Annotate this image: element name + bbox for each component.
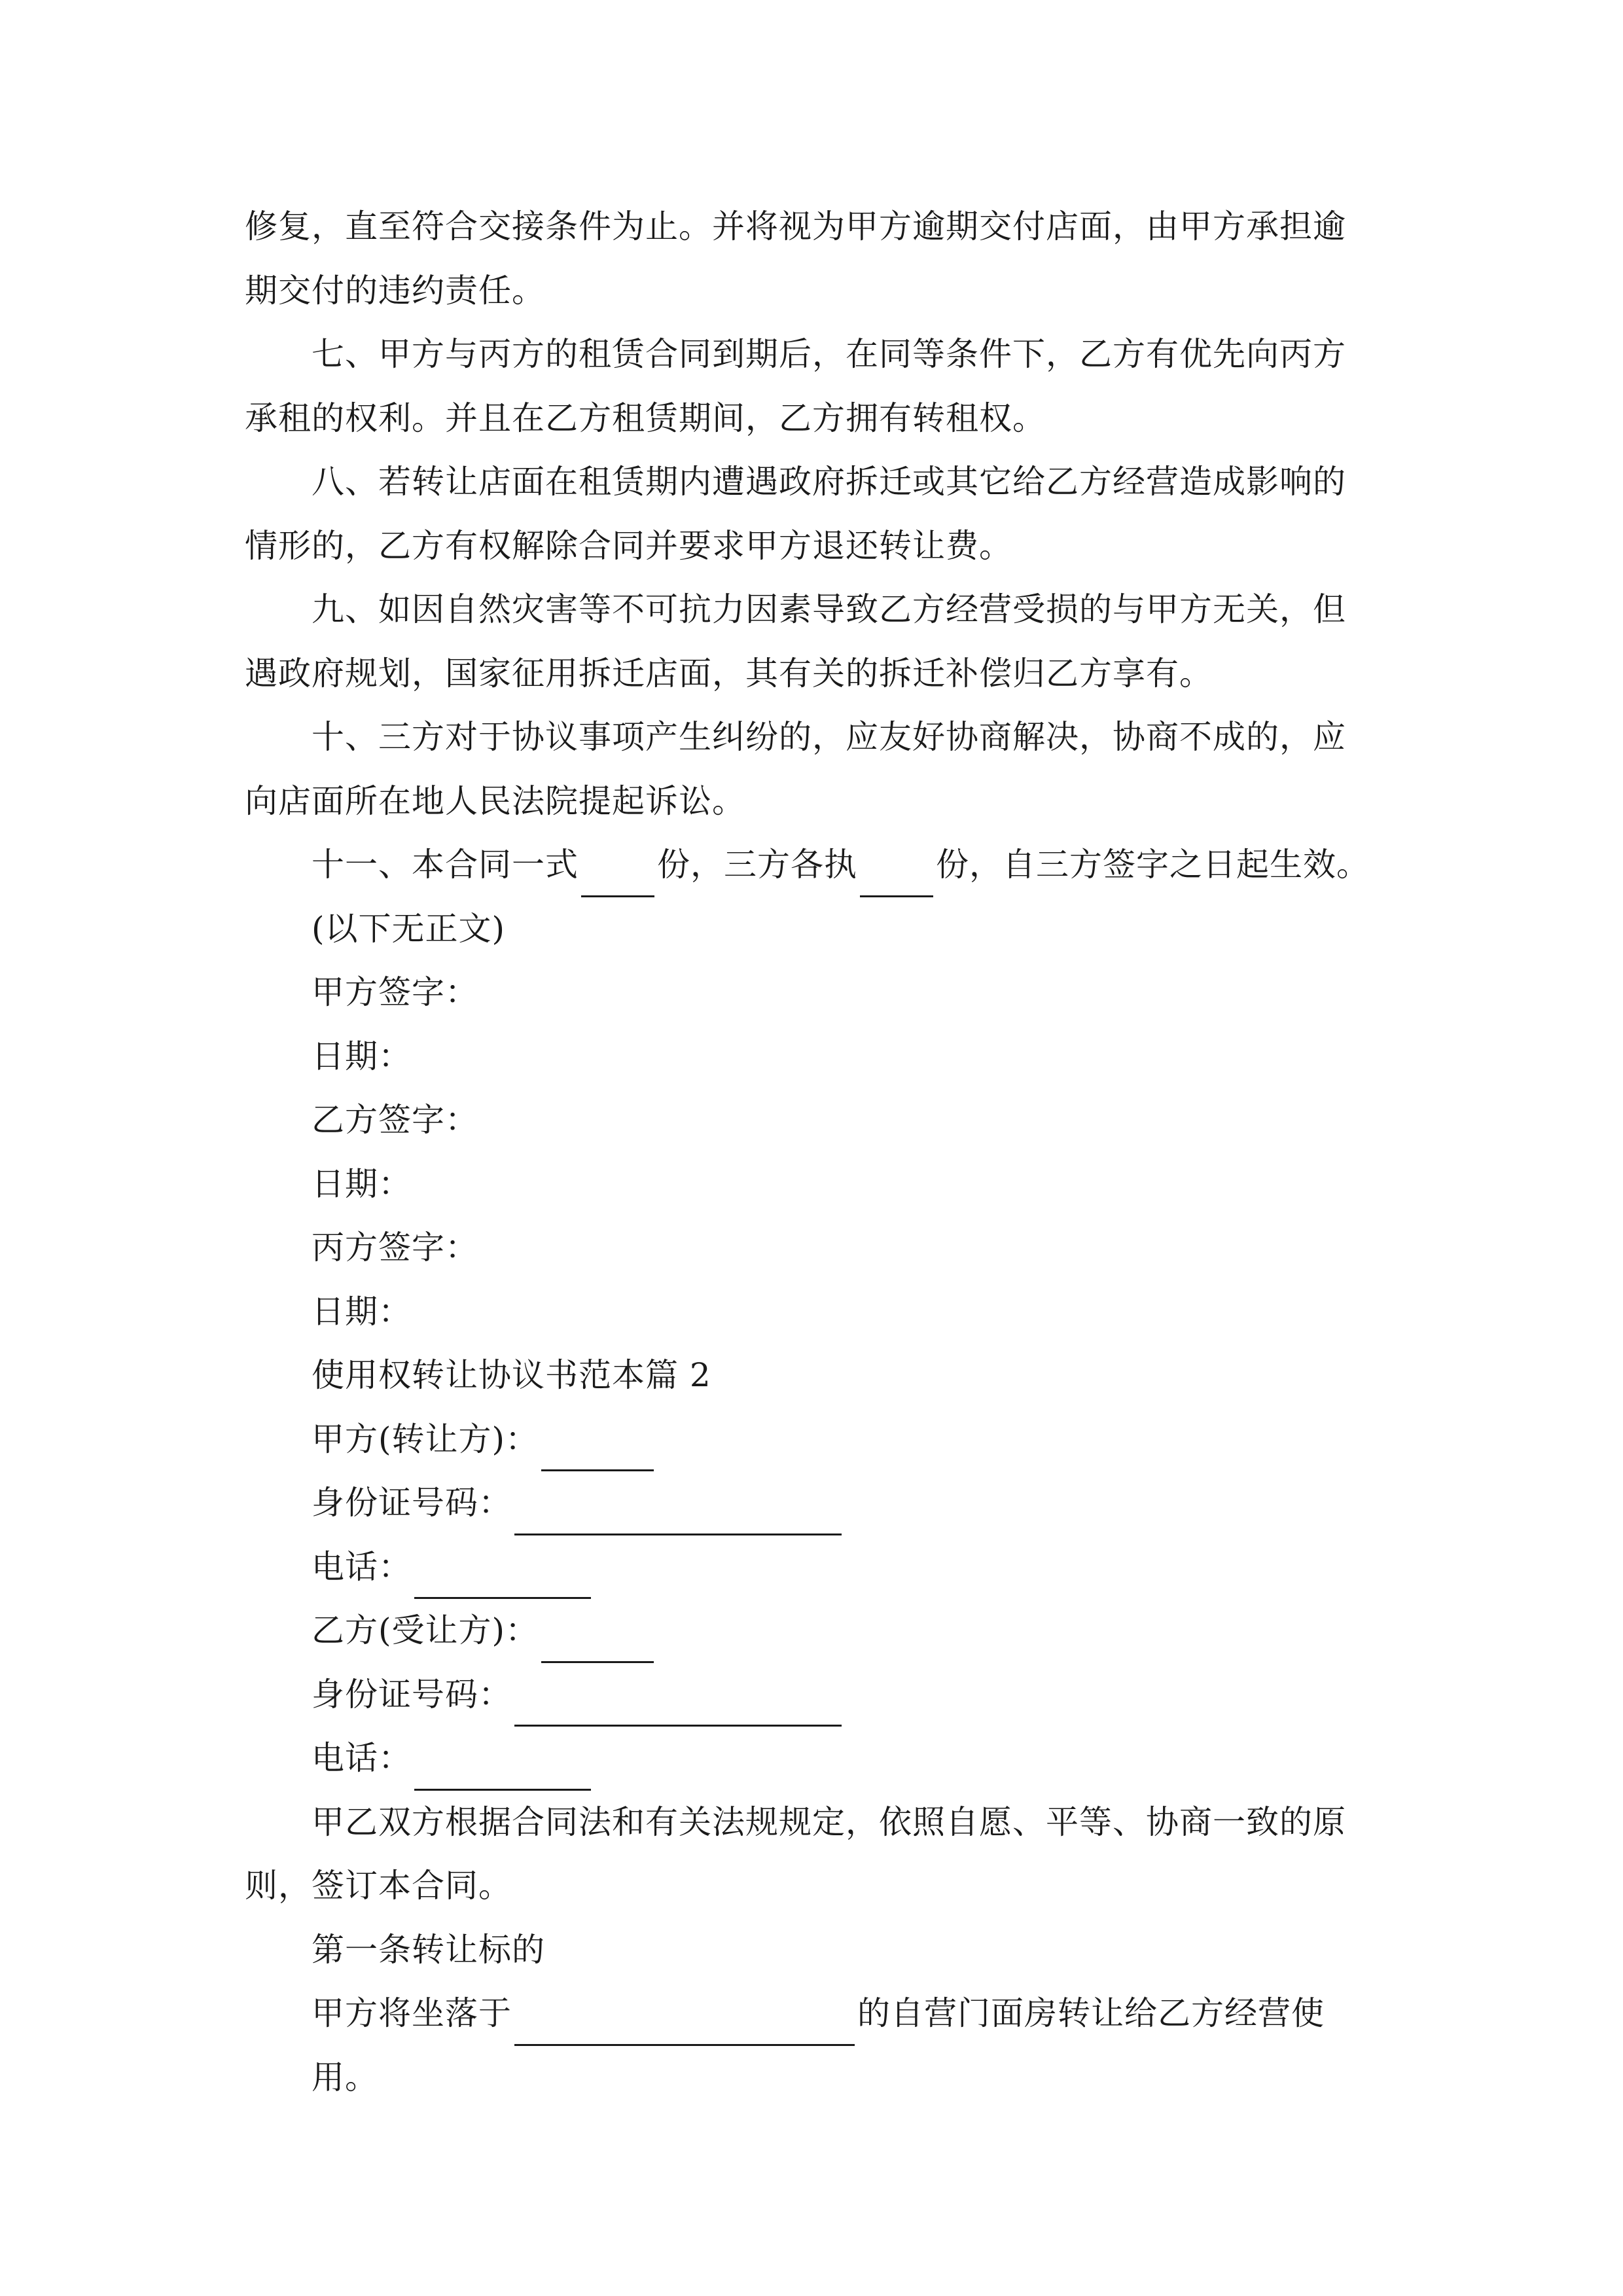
signature-party-a: 甲方签字： (312, 973, 478, 1011)
signature-party-c: 丙方签字： (312, 1229, 478, 1266)
paragraph-clause-8: 八、若转让店面在租赁期内遭遇政府拆迁或其它给乙方经营造成影响的情形的，乙方有权解除合同并要求甲方退还转让费。 (245, 463, 1346, 565)
party-b-phone-label: 电话： (312, 1739, 412, 1777)
party-b-id-line (245, 1663, 1378, 1727)
date-party-b: 日期： (312, 1164, 412, 1203)
paragraph-clause-11 (245, 833, 1378, 897)
paragraph-repair-clause: 修复，直至符合交接条件为止。并将视为甲方逾期交付店面，由甲方承担逾期交付的违约责任。 (245, 207, 1346, 310)
party-b-line (245, 1599, 1378, 1663)
paragraph-clause-10: 十、三方对于协议事项产生纠纷的，应友好协商解决，协商不成的，应向店面所在地人民法院提起诉讼。 (245, 718, 1346, 820)
copies-each-blank (860, 859, 933, 897)
clause-11-part-2: 份，三方各执 (657, 846, 857, 884)
party-b-id-blank (514, 1688, 842, 1727)
document-body (245, 195, 1378, 2109)
clause-11-part-1: 十一、本合同一式 (312, 846, 579, 884)
party-b-phone-blank (414, 1752, 591, 1791)
copies-total-blank (581, 859, 654, 897)
signature-party-b: 乙方签字： (312, 1101, 478, 1139)
party-a-id-label: 身份证号码： (312, 1484, 512, 1522)
article-1-heading: 第一条转让标的 (312, 1930, 545, 1969)
party-a-phone-blank (414, 1560, 591, 1599)
party-b-blank (541, 1624, 654, 1663)
party-a-id-line (245, 1471, 1378, 1535)
location-blank (514, 2007, 855, 2046)
party-a-phone-line (245, 1535, 1378, 1600)
party-a-blank (541, 1433, 654, 1471)
paragraph-clause-7: 七、甲方与丙方的租赁合同到期后，在同等条件下，乙方有优先向丙方承租的权利。并且在乙方租赁期间，乙方拥有转租权。 (245, 335, 1346, 437)
article-1-part-2: 的自营门面房转让给乙方经营使用。 (312, 1994, 1325, 2096)
date-party-a: 日期： (312, 1037, 412, 1075)
party-b-id-label: 身份证号码： (312, 1675, 512, 1713)
section-title: 使用权转让协议书范本篇 2 (312, 1356, 711, 1394)
article-1-text (245, 1982, 1378, 2109)
party-b-label: 乙方(受让方)： (312, 1611, 539, 1649)
party-a-line (245, 1408, 1378, 1472)
date-party-c: 日期： (312, 1292, 412, 1331)
paragraph-intro: 甲乙双方根据合同法和有关法规规定，依照自愿、平等、协商一致的原则，签订本合同。 (245, 1803, 1346, 1905)
party-a-phone-label: 电话： (312, 1547, 412, 1586)
article-1-part-1: 甲方将坐落于 (312, 1994, 512, 2032)
no-further-text-note: (以下无正文) (312, 909, 506, 948)
party-b-phone-line (245, 1727, 1378, 1791)
party-a-label: 甲方(转让方)： (312, 1420, 539, 1458)
paragraph-clause-9: 九、如因自然灾害等不可抗力因素导致乙方经营受损的与甲方无关，但遇政府规划，国家征用拆迁店面，其有关的拆迁补偿归乙方享有。 (245, 590, 1346, 692)
party-a-id-blank (514, 1497, 842, 1535)
clause-11-part-3: 份，自三方签字之日起生效。 (936, 846, 1370, 884)
